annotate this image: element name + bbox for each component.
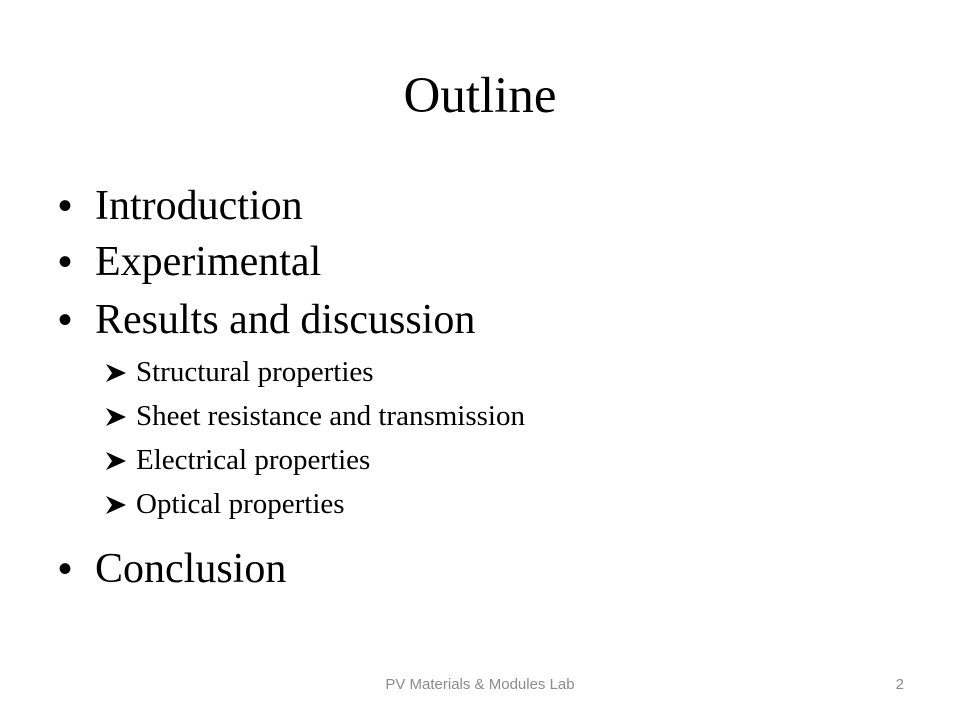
sub-item-sheet-resistance-and-transmission bbox=[104, 398, 525, 434]
footer-text: PV Materials & Modules Lab bbox=[385, 676, 575, 693]
bullet-item-label: Conclusion bbox=[95, 546, 287, 592]
sub-item-electrical-properties bbox=[104, 442, 370, 478]
sub-item-label: Optical properties bbox=[136, 488, 345, 520]
sub-item-optical-properties bbox=[104, 486, 345, 522]
slide-number: 2 bbox=[895, 676, 904, 693]
bullet-item-label: Experimental bbox=[95, 239, 322, 285]
arrow-bullet-icon bbox=[104, 354, 136, 390]
bullet-item-label: Results and discussion bbox=[95, 297, 476, 343]
bullet-dot-icon: • bbox=[58, 184, 73, 228]
sub-item-structural-properties bbox=[104, 354, 374, 390]
bullet-item-introduction bbox=[58, 181, 303, 231]
sub-item-label: Sheet resistance and transmission bbox=[136, 400, 525, 432]
arrow-bullet-icon bbox=[104, 398, 136, 434]
slide-title: Outline bbox=[403, 68, 557, 124]
sub-item-label: Electrical properties bbox=[136, 444, 371, 476]
sub-item-label: Structural properties bbox=[136, 356, 374, 388]
bullet-dot-icon: • bbox=[58, 298, 73, 342]
bullet-dot-icon: • bbox=[58, 240, 73, 284]
arrow-bullet-icon bbox=[104, 442, 136, 478]
bullet-item-experimental bbox=[58, 237, 321, 287]
bullet-item-results-and-discussion bbox=[58, 295, 475, 345]
bullet-item-label: Introduction bbox=[95, 183, 303, 229]
bullet-item-conclusion bbox=[58, 544, 286, 594]
arrow-bullet-icon bbox=[104, 486, 136, 522]
bullet-dot-icon: • bbox=[58, 547, 73, 591]
